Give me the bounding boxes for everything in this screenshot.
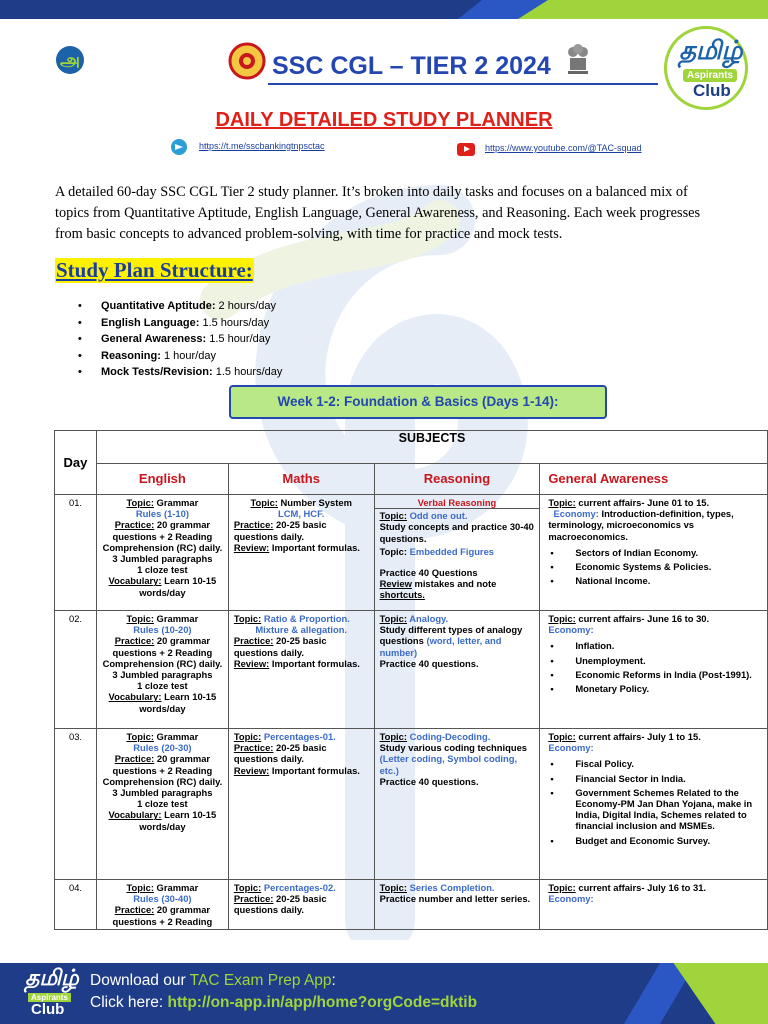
day-cell: 03.: [55, 729, 97, 880]
study-plan-list: [78, 298, 282, 381]
banner-stripe: [518, 0, 768, 19]
maths-cell: Topic: Ratio & Proportion. Mixture & allegation. Practice: 20-25 basic questions daily. Review: Important formulas.: [228, 611, 374, 729]
brand-logo-icon: அ: [56, 46, 84, 74]
youtube-icon[interactable]: [457, 143, 475, 156]
telegram-link[interactable]: https://t.me/sscbankingtnpsctac: [199, 141, 325, 151]
intro-paragraph: A detailed 60-day SSC CGL Tier 2 study planner. It’s broken into daily tasks and focuses on a balanced mix of topics from Quantitative Aptitude, English Language, General Awareness, and Reasoning. Each week progresses from basic concepts to advanced problem-solving, with time for practice and mock tests.: [55, 184, 701, 242]
general-awareness-cell: Topic: current affairs- July 1 to 15. Economy: • Fiscal Policy. • Financial Sector in India. • Government Schemes Related to the Economy-PM Jan Dhan Yojana, make in India, Digital India, Schemes related to financial inclusion and MSMEs. • Budget and Economic Survey.: [540, 729, 768, 880]
list-item: • Unemployment.: [568, 655, 762, 666]
aspirants-club-logo: [664, 26, 748, 110]
list-item: • Economic Reforms in India (Post-1991).: [568, 669, 762, 680]
club-logo-aspirants: Aspirants: [683, 69, 737, 82]
list-item: • Economic Systems & Policies.: [568, 561, 762, 572]
list-item: • Mock Tests/Revision: 1.5 hours/day: [78, 364, 282, 381]
list-item: • English Language: 1.5 hours/day: [78, 315, 282, 332]
study-plan-heading: Study Plan Structure:: [56, 258, 253, 282]
maths-cell: Topic: Percentages-01. Practice: 20-25 basic questions daily. Review: Important formulas.: [228, 729, 374, 880]
app-download-link[interactable]: http://on-app.in/app/home?orgCode=dktib: [167, 994, 478, 1011]
column-header-maths: Maths: [228, 464, 374, 495]
study-plan-table: [54, 430, 768, 930]
page-title: SSC CGL – TIER 2 2024: [272, 52, 551, 80]
list-item: • Quantitative Aptitude: 2 hours/day: [78, 298, 282, 315]
title-underline: [268, 83, 658, 85]
subjects-header: SUBJECTS: [96, 431, 767, 464]
top-banner: [0, 0, 768, 19]
day-header: Day: [55, 431, 97, 495]
ssc-emblem-icon: [228, 42, 266, 80]
week-banner: Week 1-2: Foundation & Basics (Days 1-14):: [229, 385, 607, 419]
day-cell: 04.: [55, 880, 97, 930]
day-cell: 01.: [55, 495, 97, 611]
planner-title: DAILY DETAILED STUDY PLANNER: [215, 109, 553, 131]
footer-banner: [0, 963, 768, 1024]
column-header-english: English: [96, 464, 228, 495]
table-row: [55, 880, 768, 930]
general-awareness-cell: Topic: current affairs- July 16 to 31. Economy:: [540, 880, 768, 930]
footer-download-text: Download our TAC Exam Prep App:: [90, 972, 336, 989]
footer-logo-aspirants: Aspirants: [28, 993, 71, 1002]
list-item: • General Awareness: 1.5 hour/day: [78, 331, 282, 348]
column-header-general-awareness: General Awareness: [540, 464, 768, 495]
table-row: [55, 729, 768, 880]
maths-cell: Topic: Percentages-02. Practice: 20-25 basic questions daily.: [228, 880, 374, 930]
footer-click-text: Click here: http://on-app.in/app/home?orgCode=dktib: [90, 994, 478, 1011]
national-emblem-icon: [564, 40, 592, 78]
club-logo-tamil: தமிழ்: [679, 35, 743, 65]
general-awareness-cell: Topic: current affairs- June 16 to 30. Economy: • Inflation. • Unemployment. • Economic Reforms in India (Post-1991). • Monetary Policy.: [540, 611, 768, 729]
list-item: • Inflation.: [568, 640, 762, 651]
list-item: • Budget and Economic Survey.: [568, 835, 762, 846]
list-item: • Sectors of Indian Economy.: [568, 547, 762, 558]
list-item: • National Income.: [568, 575, 762, 586]
reasoning-cell: Topic: Series Completion. Practice number and letter series.: [374, 880, 540, 930]
footer-logo-tamil: தமிழ்: [25, 965, 79, 990]
general-awareness-cell: Topic: current affairs- June 01 to 15. Economy: Introduction-definition, types, terminology, microeconomics vs macroeconomics. • Sectors of Indian Economy. • Economic Systems & Policies. • National Income.: [540, 495, 768, 611]
telegram-icon[interactable]: [171, 139, 187, 155]
english-cell: Topic: Grammar Rules (20-30) Practice: 20 grammar questions + 2 Reading Comprehension (RC) daily. 3 Jumbled paragraphs 1 cloze test Vocabulary: Learn 10-15 words/day: [96, 729, 228, 880]
maths-cell: Topic: Number System LCM, HCF. Practice: 20-25 basic questions daily. Review: Important formulas.: [228, 495, 374, 611]
footer-logo: [22, 963, 79, 1024]
list-item: • Monetary Policy.: [568, 683, 762, 694]
list-item: • Reasoning: 1 hour/day: [78, 348, 282, 365]
day-cell: 02.: [55, 611, 97, 729]
table-row: [55, 611, 768, 729]
list-item: • Fiscal Policy.: [568, 758, 762, 769]
english-cell: Topic: Grammar Rules (10-20) Practice: 20 grammar questions + 2 Reading Comprehension (RC) daily. 3 Jumbled paragraphs 1 cloze test Vocabulary: Learn 10-15 words/day: [96, 611, 228, 729]
english-cell: Topic: Grammar Rules (30-40) Practice: 20 grammar questions + 2 Reading: [96, 880, 228, 930]
youtube-link[interactable]: https://www.youtube.com/@TAC-squad: [485, 143, 642, 153]
reasoning-cell: Topic: Analogy. Study different types of analogy questions (word, letter, and number) Practice 40 questions.: [374, 611, 540, 729]
table-row: [55, 495, 768, 611]
footer-logo-club: Club: [31, 1001, 65, 1018]
english-cell: Topic: Grammar Rules (1-10) Practice: 20 grammar questions + 2 Reading Comprehension (RC) daily. 3 Jumbled paragraphs 1 cloze test Vocabulary: Learn 10-15 words/day: [96, 495, 228, 611]
column-header-reasoning: Reasoning: [374, 464, 540, 495]
reasoning-cell: Topic: Coding-Decoding. Study various coding techniques (Letter coding, Symbol coding, etc.) Practice 40 questions.: [374, 729, 540, 880]
list-item: • Financial Sector in India.: [568, 773, 762, 784]
reasoning-cell: Verbal Reasoning Topic: Odd one out. Study concepts and practice 30-40 questions. Topic: Embedded Figures Practice 40 Questions Review mistakes and note shortcuts.: [374, 495, 540, 611]
club-logo-club: Club: [693, 81, 731, 100]
list-item: • Government Schemes Related to the Economy-PM Jan Dhan Yojana, make in India, Digital India, Schemes related to financial inclusion and MSMEs.: [568, 787, 762, 832]
